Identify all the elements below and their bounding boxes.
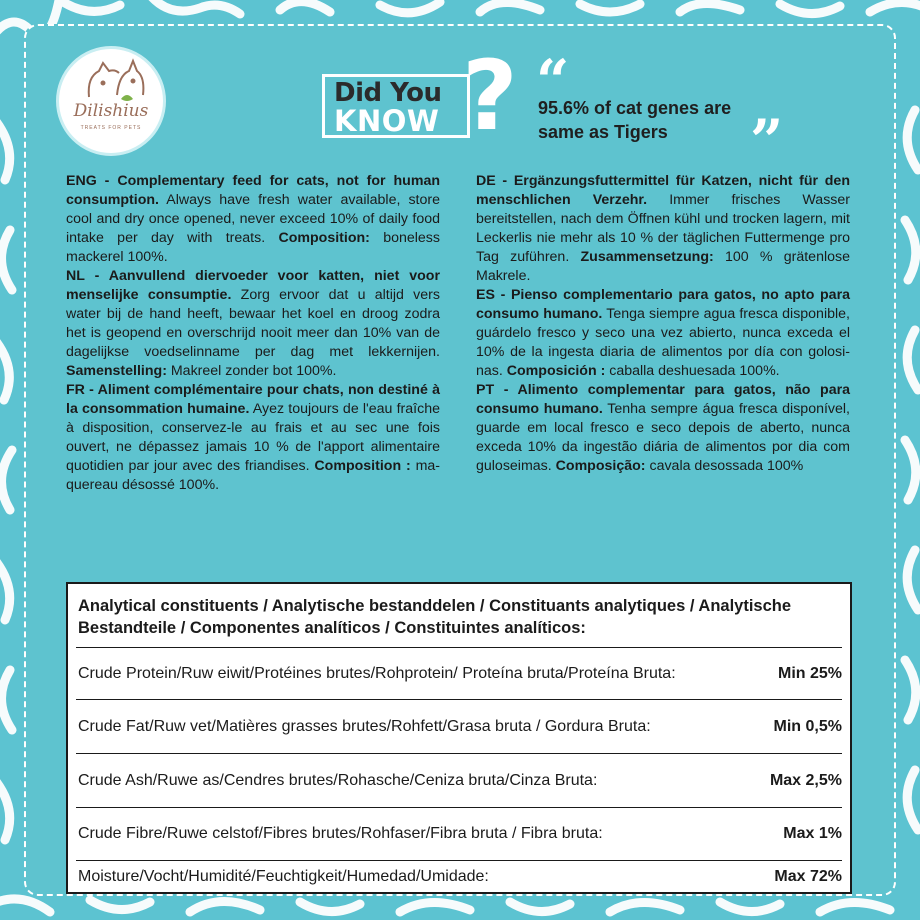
banner-line2: KNOW: [334, 104, 440, 138]
analytical-table: [66, 582, 852, 894]
composition-value: 100 % grätenlose Makrele.: [476, 249, 850, 284]
composition-value: maquereau désossé 100%.: [66, 458, 441, 493]
composition-label: Composition:: [278, 230, 370, 246]
composition-label: Composición :: [506, 363, 606, 379]
composition-label: Zusammensetzung:: [580, 249, 714, 265]
did-you-know-banner: [322, 40, 518, 152]
cat-dog-icon: [59, 49, 166, 109]
info-card: [24, 24, 896, 896]
lang-block-fr: [66, 381, 440, 495]
brand-tagline: TREATS FOR PETS: [80, 125, 142, 131]
lang-block-nl: [66, 267, 440, 381]
open-quote-icon: “: [536, 47, 570, 115]
constituent-value: Min 25%: [777, 664, 842, 682]
lang-body: Always have fresh water available, store cool and dry once opened, never exceed 10% of daily food intake per day with treats.: [66, 192, 440, 246]
lang-body: Ayez toujours de l'eau fraîche à disposition, conservez-le au frais et au sec une fois ouvert, ne dépassez jamais 10 % de l'apport alimentaire quotidien par jour avec des friandises.: [66, 401, 440, 474]
constituent-value: Max 72%: [774, 868, 842, 885]
composition-value: cavala desossada 100%: [645, 458, 804, 474]
lang-body: Zorg ervoor dat u altijd vers water bij de hand heeft, bewaar het koel en droog zodra het is geopend en overschrijd nooit meer dan 10% van de dagelijkse voedselinname per dag met lekkernijen.: [66, 287, 440, 360]
brand-logo: [56, 46, 166, 156]
left-language-column: [66, 172, 440, 495]
lang-title: ENG - Complementary feed for cats, not for human consumption.: [66, 173, 440, 208]
table-row: [76, 699, 842, 753]
lang-block-eng: [66, 172, 440, 267]
composition-value: caballa deshuesada 100%.: [605, 363, 780, 379]
lang-body: Tenga siempre agua fresca disponible, guárdelo fresco y seco una vez abierto, nunca exceda el 10% de la ingesta diaria de alimentos por día con golosinas.: [476, 306, 850, 379]
composition-label: Composição:: [555, 458, 646, 474]
lang-body: Immer frisches Wasser bereitstellen, nach dem Öffnen kühl und trocken lagern, mit Leckerlis nie mehr als 10 % der täglichen Futtermenge pro Tag zuführen.: [476, 192, 850, 265]
composition-label: Composition :: [314, 458, 411, 474]
table-row: [76, 860, 842, 893]
composition-value: Makreel zonder bot 100%.: [166, 363, 337, 379]
lang-title: FR - Aliment complémentaire pour chats, non destiné à la consommation humaine.: [66, 382, 440, 417]
table-row: [76, 647, 842, 699]
constituent-value: Max 2,5%: [769, 771, 842, 789]
close-quote-icon: ”: [750, 107, 784, 175]
table-row: [76, 807, 842, 860]
right-language-column: [476, 172, 850, 476]
constituent-name: Crude Fibre/Ruwe celstof/Fibres brutes/Rohfaser/Fibra bruta / Fibra bruta:: [78, 825, 603, 842]
fact-text: 95.6% of cat genes are same as Tigers: [538, 98, 732, 142]
question-mark-icon: ?: [462, 40, 518, 152]
constituent-name: Crude Fat/Ruw vet/Matières grasses brutes/Rohfett/Grasa bruta / Gordura Bruta:: [78, 717, 651, 735]
constituent-name: Crude Ash/Ruwe as/Cendres brutes/Rohasche/Ceniza bruta/Cinza Bruta:: [78, 771, 598, 789]
brand-name: Dilishius: [73, 101, 149, 121]
lang-title: NL - Aanvullend diervoeder voor katten, niet voor menselijke consumptie.: [66, 268, 440, 303]
constituent-name: Crude Protein/Ruw eiwit/Protéines brutes/Rohprotein/ Proteína bruta/Proteína Bruta:: [78, 664, 676, 682]
composition-value: boneless mackerel 100%.: [66, 230, 440, 265]
table-header: Analytical constituents / Analytische bestanddelen / Constituants analytiques / Analytische Bestandteile / Componentes analíticos / Constituintes analíticos:: [78, 597, 792, 637]
lang-block-es: [476, 286, 850, 381]
lang-body: Tenha sempre água fresca disponível, guarde em local fresco e seco depois de aberto, nunca exceda 10% da ingestão diária de alimentos por dia com guloseimas.: [476, 401, 850, 474]
lang-block-de: [476, 172, 850, 286]
composition-label: Samenstelling:: [66, 363, 167, 379]
lang-block-pt: [476, 381, 850, 476]
constituent-name: Moisture/Vocht/Humidité/Feuchtigkeit/Humedad/Umidade:: [78, 868, 489, 885]
lang-title: DE - Ergänzungsfuttermittel für Katzen, nicht für den menschlichen Verzehr.: [476, 173, 850, 208]
lang-title: PT - Alimento complementar para gatos, não para consumo humano.: [476, 382, 850, 417]
banner-line1: Did You: [334, 78, 442, 108]
lang-title: ES - Pienso complementario para gatos, no apto para consumo humano.: [476, 287, 850, 322]
constituent-value: Min 0,5%: [773, 717, 842, 735]
table-row: [76, 753, 842, 807]
constituent-value: Max 1%: [783, 825, 842, 842]
